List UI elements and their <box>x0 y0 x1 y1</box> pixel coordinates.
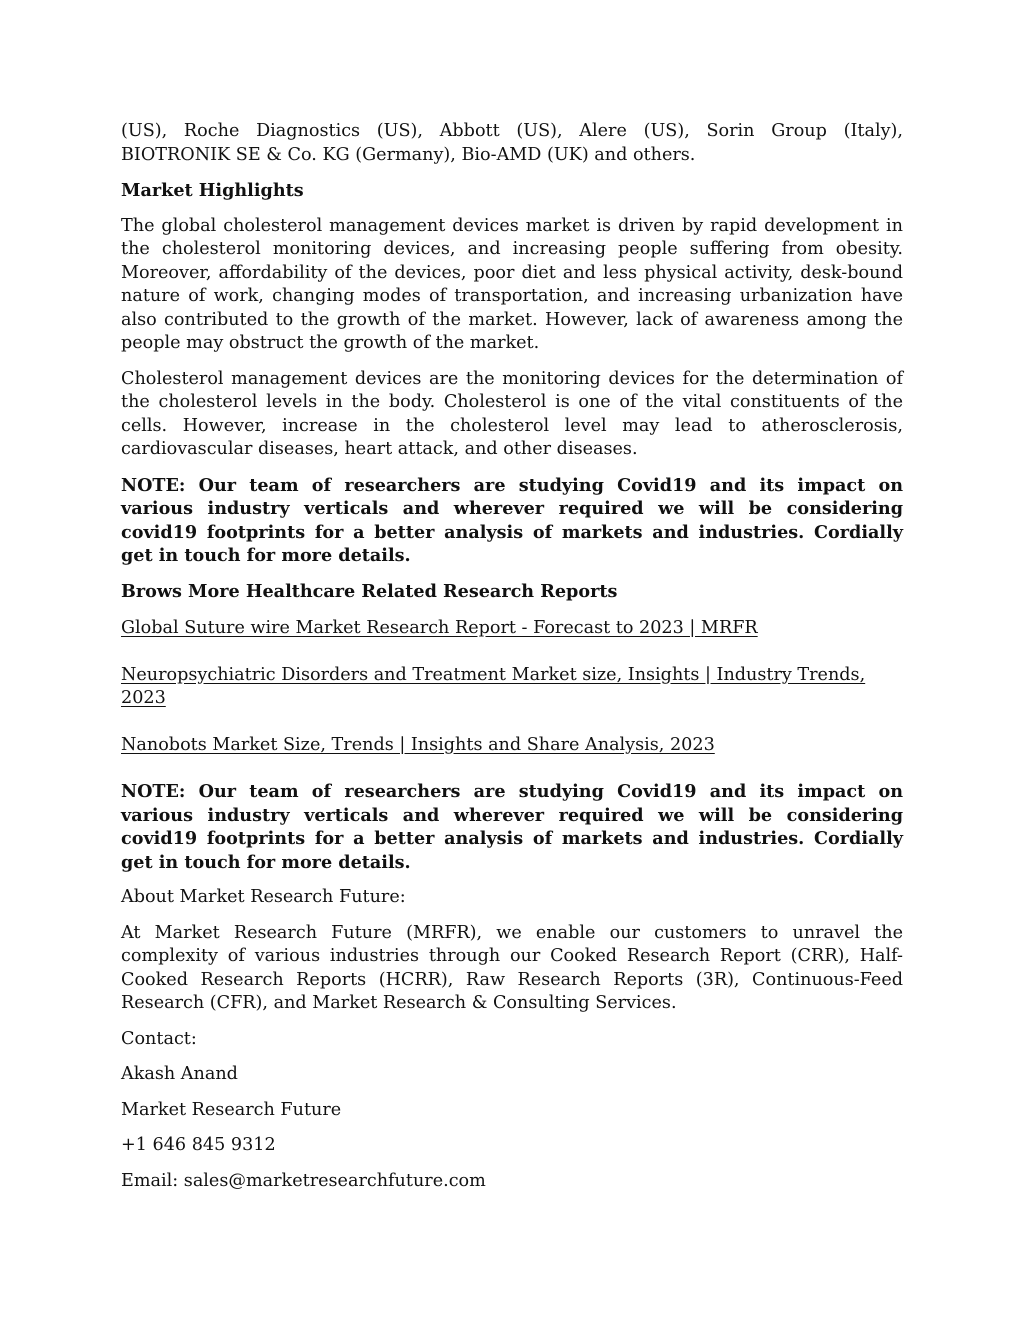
intro-continuation: (US), Roche Diagnostics (US), Abbott (US), Alere (US), Sorin Group (Italy), BIOTRONIK SE & Co. KG (Germany), Bio-AMD (UK) and others. <box>121 121 903 165</box>
related-reports-links <box>121 617 903 757</box>
related-report-link-nanobots[interactable]: Nanobots Market Size, Trends | Insights and Share Analysis, 2023 <box>121 734 715 755</box>
about-heading: About Market Research Future: <box>121 887 406 907</box>
contact-phone: +1 646 845 9312 <box>121 1135 276 1155</box>
contact-email: Email: sales@marketresearchfuture.com <box>121 1170 486 1191</box>
related-report-link-suture-wire[interactable]: Global Suture wire Market Research Report - Forecast to 2023 | MRFR <box>121 618 758 638</box>
related-report-link-neuropsychiatric[interactable]: Neuropsychiatric Disorders and Treatment Market size, Insights | Industry Trends, 2023 <box>121 664 866 708</box>
market-highlights-heading: Market Highlights <box>121 180 304 201</box>
contact-name: Akash Anand <box>121 1064 238 1084</box>
covid-note-2: NOTE: Our team of researchers are studying Covid19 and its impact on various industry verticals and wherever required we will be considering covid19 footprints for a better analysis of markets and industries. Cordially get in touch for more details. <box>121 781 903 873</box>
market-highlights-paragraph-2: Cholesterol management devices are the monitoring devices for the determination of the cholesterol levels in the body. Cholesterol is one of the vital constituents of the cells. However, increase in the cholesterol level may lead to atherosclerosis, cardiovascular diseases, heart attack, and other diseases. <box>121 368 903 459</box>
about-paragraph: At Market Research Future (MRFR), we enable our customers to unravel the complexity of various industries through our Cooked Research Report (CRR), Half-Cooked Research Reports (HCRR), Raw Research Reports (3R), Continuous-Feed Research (CFR), and Market Research & Consulting Services. <box>121 922 903 1013</box>
contact-label: Contact: <box>121 1028 197 1049</box>
covid-note-1: NOTE: Our team of researchers are studying Covid19 and its impact on various industry verticals and wherever required we will be considering covid19 footprints for a better analysis of markets and industries. Cordially get in touch for more details. <box>121 474 903 566</box>
contact-company: Market Research Future <box>121 1099 342 1120</box>
market-highlights-paragraph-1: The global cholesterol management devices market is driven by rapid development in the cholesterol monitoring devices, and increasing people suffering from obesity. Moreover, affordability of the devices, poor diet and less physical activity, desk-bound nature of work, changing modes of transportation, and increasing urbanization have also contributed to the growth of the market. However, lack of awareness among the people may obstruct the growth of the market. <box>121 215 903 353</box>
related-reports-heading: Brows More Healthcare Related Research Reports <box>121 580 618 602</box>
document-page <box>121 120 903 1205</box>
